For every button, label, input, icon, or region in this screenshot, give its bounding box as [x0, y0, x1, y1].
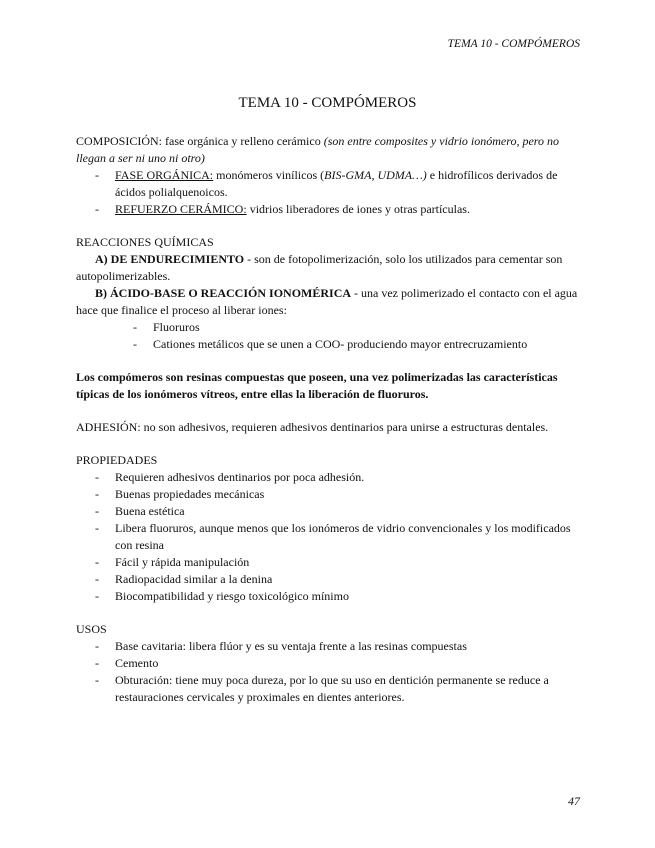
- list-item-text: Fluoruros: [153, 320, 200, 334]
- running-header: TEMA 10 - COMPÓMEROS: [447, 38, 580, 50]
- list-item: [76, 503, 581, 520]
- section-usos: [76, 621, 581, 706]
- usos-list: [76, 638, 581, 706]
- reaccion-a-text: - son de fotopolimerización, solo los utilizados para cementar son autopolimerizables.: [76, 252, 563, 283]
- spacer: [76, 436, 581, 452]
- list-item: [76, 469, 581, 486]
- section-composicion: [76, 133, 581, 218]
- page-title: TEMA 10 - COMPÓMEROS: [238, 95, 417, 111]
- propiedades-list: [76, 469, 581, 605]
- dash-marker: -: [95, 656, 99, 670]
- composicion-paragraph: [76, 133, 581, 167]
- spacer: [76, 218, 581, 234]
- dash-marker: -: [95, 168, 99, 182]
- dash-marker: -: [95, 572, 99, 586]
- list-item: [76, 486, 581, 503]
- composicion-text: fase orgánica y relleno cerámico: [165, 134, 321, 148]
- list-item-text: Cationes metálicos que se unen a COO- produciendo mayor entrecruzamiento: [153, 337, 528, 351]
- adhesion-paragraph: [76, 419, 581, 436]
- list-item: [76, 336, 581, 353]
- spacer: [76, 605, 581, 621]
- dash-marker: -: [95, 521, 99, 535]
- section-reacciones: [76, 234, 581, 353]
- list-item: [76, 655, 581, 672]
- composicion-note: (son entre composites y vidrio ionómero, pero no llegan a ser ni uno ni otro): [76, 134, 560, 165]
- list-item: [76, 167, 581, 201]
- reaccion-b-text: - una vez polimerizado el contacto con el agua hace que finalice el proceso al liberar iones:: [76, 286, 578, 317]
- fase-organica-text-b: BIS-GMA, UDMA…): [324, 168, 427, 182]
- fase-organica-term: FASE ORGÁNICA:: [115, 168, 214, 182]
- dash-marker: -: [95, 589, 99, 603]
- dash-marker: -: [95, 202, 99, 216]
- composicion-list: [76, 167, 581, 218]
- spacer: [76, 403, 581, 419]
- composicion-label: COMPOSICIÓN:: [76, 134, 163, 148]
- fase-organica-text-c: e hidrofílicos derivados de ácidos polialquenoicos.: [115, 168, 558, 199]
- refuerzo-text: vidrios liberadores de iones y otras partículas.: [249, 202, 470, 216]
- reacciones-list: [76, 319, 581, 353]
- reaccion-a: [76, 251, 581, 285]
- list-item-text: Base cavitaria: libera flúor y es su ventaja frente a las resinas compuestas: [115, 639, 467, 653]
- reacciones-heading: REACCIONES QUÍMICAS: [76, 235, 214, 249]
- list-item-text: Radiopacidad similar a la denina: [115, 572, 273, 586]
- reaccion-b: [76, 285, 581, 319]
- spacer: [76, 353, 581, 369]
- list-item-text: Buenas propiedades mecánicas: [115, 487, 265, 501]
- list-item: [76, 319, 581, 336]
- page-number: 47: [568, 794, 580, 808]
- adhesion-label: ADHESIÓN:: [76, 420, 141, 434]
- dash-marker: -: [95, 639, 99, 653]
- usos-heading: USOS: [76, 622, 107, 636]
- list-item: [76, 588, 581, 605]
- reaccion-b-label: B) ÁCIDO-BASE O REACCIÓN IONOMÉRICA: [95, 286, 352, 300]
- list-item-text: Libera fluoruros, aunque menos que los ionómeros de vidrio convencionales y los modificados con resina: [115, 521, 571, 552]
- list-item: [76, 201, 581, 218]
- fase-organica-text-a: monómeros vinílicos (: [216, 168, 325, 182]
- list-item: [76, 638, 581, 655]
- list-item-text: Fácil y rápida manipulación: [115, 555, 250, 569]
- dash-marker: -: [133, 337, 137, 351]
- list-item: [76, 672, 581, 706]
- section-propiedades: [76, 452, 581, 605]
- adhesion-text: no son adhesivos, requieren adhesivos dentinarios para unirse a estructuras dentales.: [143, 420, 549, 434]
- list-item-text: Requieren adhesivos dentinarios por poca adhesión.: [115, 470, 365, 484]
- document-body: [76, 133, 581, 706]
- list-item: [76, 520, 581, 554]
- list-item: [76, 571, 581, 588]
- list-item-text: Buena estética: [115, 504, 185, 518]
- dash-marker: -: [95, 673, 99, 687]
- list-item-text: Obturación: tiene muy poca dureza, por lo que su uso en dentición permanente se reduce a restauraciones cervicales y proximales en dientes anteriores.: [115, 673, 549, 704]
- reaccion-a-label: A) DE ENDURECIMIENTO: [95, 252, 245, 266]
- dash-marker: -: [95, 504, 99, 518]
- dash-marker: -: [95, 470, 99, 484]
- list-item-text: Cemento: [115, 656, 159, 670]
- dash-marker: -: [95, 487, 99, 501]
- propiedades-heading: PROPIEDADES: [76, 453, 158, 467]
- dash-marker: -: [95, 555, 99, 569]
- list-item: [76, 554, 581, 571]
- dash-marker: -: [133, 320, 137, 334]
- refuerzo-term: REFUERZO CERÁMICO:: [115, 202, 247, 216]
- list-item-text: Biocompatibilidad y riesgo toxicológico mínimo: [115, 589, 349, 603]
- key-statement: Los compómeros son resinas compuestas que poseen, una vez polimerizadas las características típicas de los ionómeros vítreos, entre ellas la liberación de fluoruros.: [76, 370, 558, 401]
